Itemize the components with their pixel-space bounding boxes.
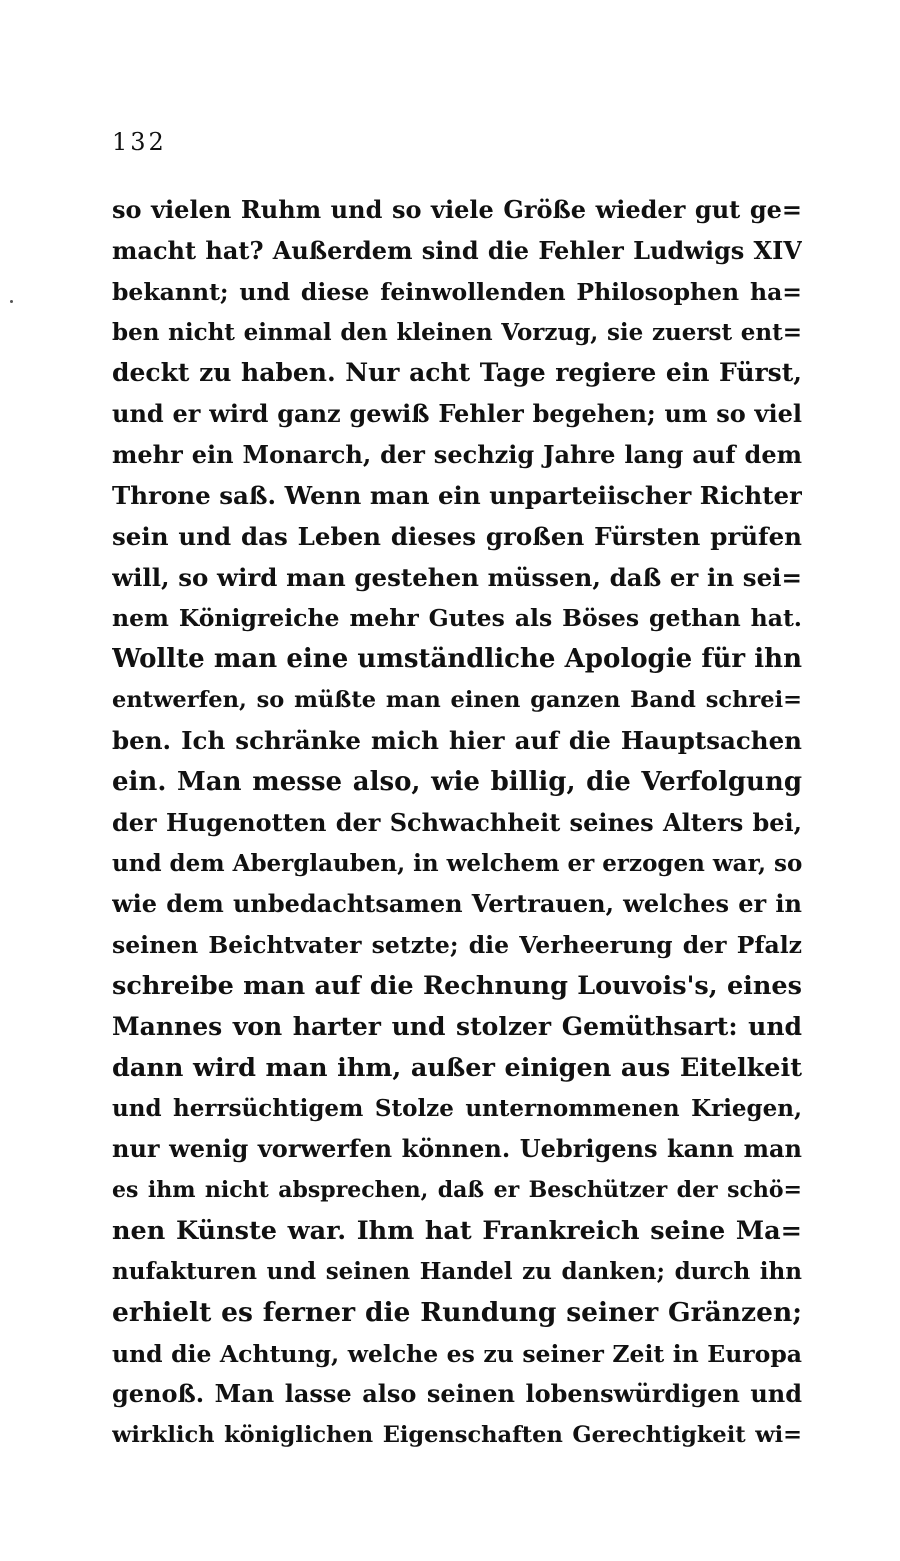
text-line: deckt zu haben. Nur acht Tage regiere ein Fürst, — [112, 358, 802, 388]
text-line: so vielen Ruhm und so viele Größe wieder gut ge= — [112, 195, 802, 224]
text-line: dann wird man ihm, außer einigen aus Eitelkeit — [112, 1052, 802, 1083]
text-line: seinen Beichtvater setzte; die Verheerung der Pfalz — [112, 931, 802, 960]
text-line: nem Königreiche mehr Gutes als Böses gethan hat. — [112, 604, 802, 633]
text-line: Throne saß. Wenn man ein unparteiischer Richter — [112, 480, 802, 510]
text-line: nen Künste war. Ihm hat Frankreich seine Ma= — [112, 1216, 802, 1247]
text-line: nufakturen und seinen Handel zu danken; durch ihn — [112, 1257, 802, 1285]
text-line: der Hugenotten der Schwachheit seines Alters bei, — [112, 807, 802, 837]
text-line: und er wird ganz gewiß Fehler begehen; um so viel — [112, 399, 802, 429]
text-line: schreibe man auf die Rechnung Louvois's, eines — [112, 971, 802, 1002]
margin-speck — [10, 300, 13, 303]
text-line: Wollte man eine umständliche Apologie für ihn — [112, 644, 802, 675]
text-line: sein und das Leben dieses großen Fürsten prüfen — [112, 521, 802, 551]
text-line: ein. Man messe also, wie billig, die Verfolgung — [112, 766, 802, 797]
text-line: und dem Aberglauben, in welchem er erzogen war, so — [112, 849, 802, 877]
text-line: erhielt es ferner die Rundung seiner Gränzen; — [112, 1296, 802, 1328]
text-line: wirklich königlichen Eigenschaften Gerechtigkeit wi= — [112, 1422, 802, 1449]
text-line: genoß. Man lasse also seinen lobenswürdigen und — [112, 1379, 802, 1409]
text-line: Mannes von harter und stolzer Gemüthsart: und — [112, 1011, 802, 1041]
body-text — [112, 190, 802, 1456]
page-number: 132 — [112, 128, 167, 156]
text-line: macht hat? Außerdem sind die Fehler Ludwigs XIV — [112, 235, 802, 265]
text-line: wie dem unbedachtsamen Vertrauen, welches er in — [112, 889, 802, 919]
text-line: entwerfen, so müßte man einen ganzen Band schrei= — [112, 687, 802, 714]
text-line: ben nicht einmal den kleinen Vorzug, sie zuerst ent= — [112, 318, 802, 346]
text-line: und die Achtung, welche es zu seiner Zeit in Europa — [112, 1339, 802, 1368]
text-line: bekannt; und diese feinwollenden Philosophen ha= — [112, 277, 802, 306]
text-line: mehr ein Monarch, der sechzig Jahre lang auf dem — [112, 440, 802, 470]
text-line: ben. Ich schränke mich hier auf die Hauptsachen — [112, 725, 802, 755]
text-line: nur wenig vorwerfen können. Uebrigens kann man — [112, 1134, 802, 1164]
text-line: es ihm nicht absprechen, daß er Beschützer der schö= — [112, 1177, 802, 1204]
text-line: und herrsüchtigem Stolze unternommenen Kriegen, — [112, 1094, 802, 1122]
text-line: will, so wird man gestehen müssen, daß er in sei= — [112, 562, 802, 592]
